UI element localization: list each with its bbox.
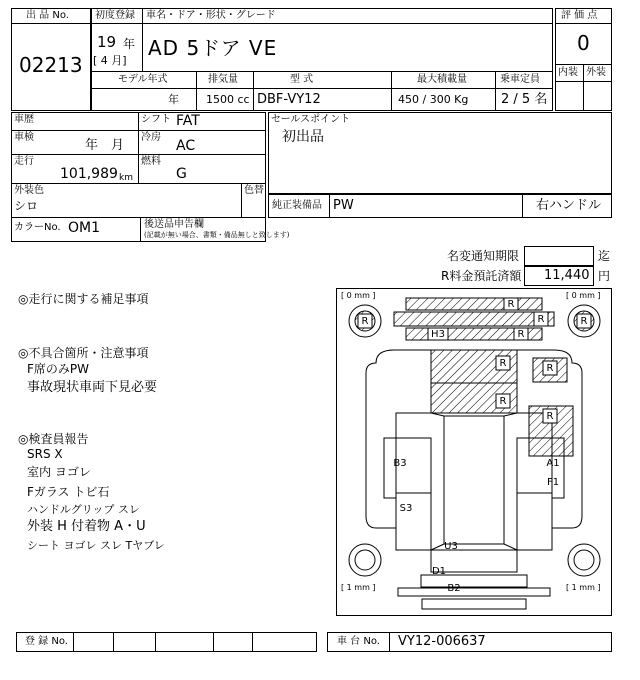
recycle-fee-value: 11,440	[544, 268, 590, 283]
fuel-value: G	[176, 166, 187, 182]
tire-rear-right	[568, 544, 600, 576]
color-change-label: 色替	[244, 185, 264, 196]
registration-no-label: 登 録 No.	[25, 636, 68, 647]
damage-mark-u3: U3	[444, 541, 458, 552]
inspection-value: 年 月	[85, 138, 125, 153]
displacement-label: 排気量	[208, 74, 238, 85]
max-load-value: 450 / 300 Kg	[398, 93, 469, 106]
history-label: 車歴	[14, 114, 34, 125]
transfer-deadline-value	[524, 246, 594, 266]
max-load-label: 最大積載量	[417, 74, 467, 85]
tire-label-rear-left: [ 1 mm ]	[341, 583, 376, 592]
color-no-label: カラーNo.	[14, 222, 61, 233]
defects-line-1: F席のみPW	[27, 362, 90, 376]
tire-label-front-left: [ 0 mm ]	[341, 291, 376, 300]
equipment-value: PW	[333, 198, 354, 213]
equipment-label: 純正装備品	[272, 200, 322, 211]
model-label: 型 式	[290, 74, 314, 85]
damage-mark-tire-fl: R	[361, 316, 369, 327]
car-body-outline	[366, 350, 431, 528]
damage-mark-f1: F1	[546, 477, 560, 488]
damage-mark-s3: S3	[399, 503, 413, 514]
damage-mark-hood-2: R	[499, 396, 507, 407]
color-no-value: OM1	[68, 220, 101, 236]
damage-diagram	[336, 288, 612, 616]
mileage-unit: km	[119, 173, 133, 183]
left-door-line	[396, 438, 431, 550]
roof-panel	[444, 416, 504, 544]
damage-mark-tire-fr: R	[580, 316, 588, 327]
docs-label: 後送品申告欄	[144, 219, 204, 230]
inspector-line-6: シート ヨゴレ スレ Tヤブレ	[27, 539, 165, 552]
shift-label: シフト	[141, 114, 171, 125]
aircon-value: AC	[176, 138, 196, 154]
inspector-line-1: SRS X	[27, 447, 63, 461]
first-registration-label: 初度登録	[95, 10, 135, 21]
recycle-fee-unit: 円	[598, 269, 611, 283]
rating-value: 0	[577, 31, 590, 55]
damage-mark-h3: H3	[431, 329, 445, 340]
displacement-value: 1500 cc	[206, 93, 250, 106]
rear-bumper	[398, 588, 550, 596]
chassis-label: 車 台 No.	[337, 636, 380, 647]
inspection-label: 車検	[14, 132, 34, 143]
capacity-label: 乗車定員	[500, 74, 540, 85]
capacity-value: 2 / 5 名	[501, 92, 548, 107]
model-year-unit: 年	[168, 93, 179, 106]
transfer-deadline-label: 名変通知期限	[447, 249, 520, 263]
front-grille-panel	[406, 298, 542, 310]
damage-mark-b3: B3	[393, 458, 407, 469]
damage-mark-lower: R	[517, 329, 525, 340]
chassis-value: VY12-006637	[398, 634, 486, 649]
damage-mark-a1: A1	[546, 458, 560, 469]
tire-label-rear-right: [ 1 mm ]	[566, 583, 601, 592]
registration-month: [ 4 月]	[93, 54, 127, 67]
supplement-title: ◎走行に関する補足事項	[18, 292, 149, 306]
inspector-line-4: ハンドルグリップ スレ	[27, 503, 140, 516]
defects-line-2: 事故現状車両下見必要	[27, 380, 158, 395]
lot-number: 02213	[19, 53, 83, 77]
mileage-value: 101,989	[60, 166, 118, 182]
exterior-color-label: 外装色	[14, 185, 44, 196]
car-name: AD 5ドア VE	[148, 36, 278, 60]
damage-mark-d1: D1	[431, 566, 447, 577]
tire-label-front-right: [ 0 mm ]	[566, 291, 601, 300]
front-bumper	[394, 312, 554, 326]
exterior-label: 外装	[586, 67, 606, 78]
interior-label: 内装	[558, 67, 578, 78]
inspector-line-2: 室内 ヨゴレ	[27, 465, 91, 479]
inspector-title: ◎検査員報告	[18, 432, 89, 446]
rating-label: 評 価 点	[561, 10, 598, 21]
docs-note: (記載が無い場合、書類・備品無しと致します)	[144, 231, 290, 239]
mileage-label: 走行	[14, 156, 34, 167]
damage-mark-front-right: R	[546, 363, 554, 374]
registration-year: 19	[97, 33, 117, 51]
tire-rear-left	[349, 544, 381, 576]
inspector-line-3: Fガラス トビ石	[27, 485, 110, 499]
transfer-deadline-unit: 迄	[598, 249, 611, 263]
aircon-label: 冷房	[141, 132, 161, 143]
model-year-label: モデル年式	[118, 74, 168, 85]
registration-year-unit: 年	[123, 37, 136, 51]
sales-point-value: 初出品	[282, 129, 324, 145]
damage-mark-bumper: R	[537, 314, 545, 325]
sales-point-label: セールスポイント	[271, 114, 351, 125]
shift-value: FAT	[176, 113, 200, 129]
recycle-fee-label: R料金預託済額	[441, 269, 522, 283]
lot-number-label: 出 品 No.	[26, 10, 69, 21]
damage-mark-b2: B2	[447, 583, 461, 594]
model-code: DBF-VY12	[257, 92, 321, 107]
rear-bumper-lower	[422, 599, 526, 609]
exterior-color-value: シロ	[14, 199, 39, 213]
car-name-label: 車名・ドア・形状・グレード	[146, 10, 276, 21]
fuel-label: 燃料	[141, 156, 161, 167]
damage-mark-hood-1: R	[499, 358, 507, 369]
inspector-line-5: 外装 H 付着物 A・U	[27, 519, 146, 534]
damage-mark-grille: R	[507, 299, 515, 310]
damage-mark-fender: R	[546, 411, 554, 422]
handle-value: 右ハンドル	[536, 198, 602, 213]
defects-title: ◎不具合箇所・注意事項	[18, 346, 149, 360]
